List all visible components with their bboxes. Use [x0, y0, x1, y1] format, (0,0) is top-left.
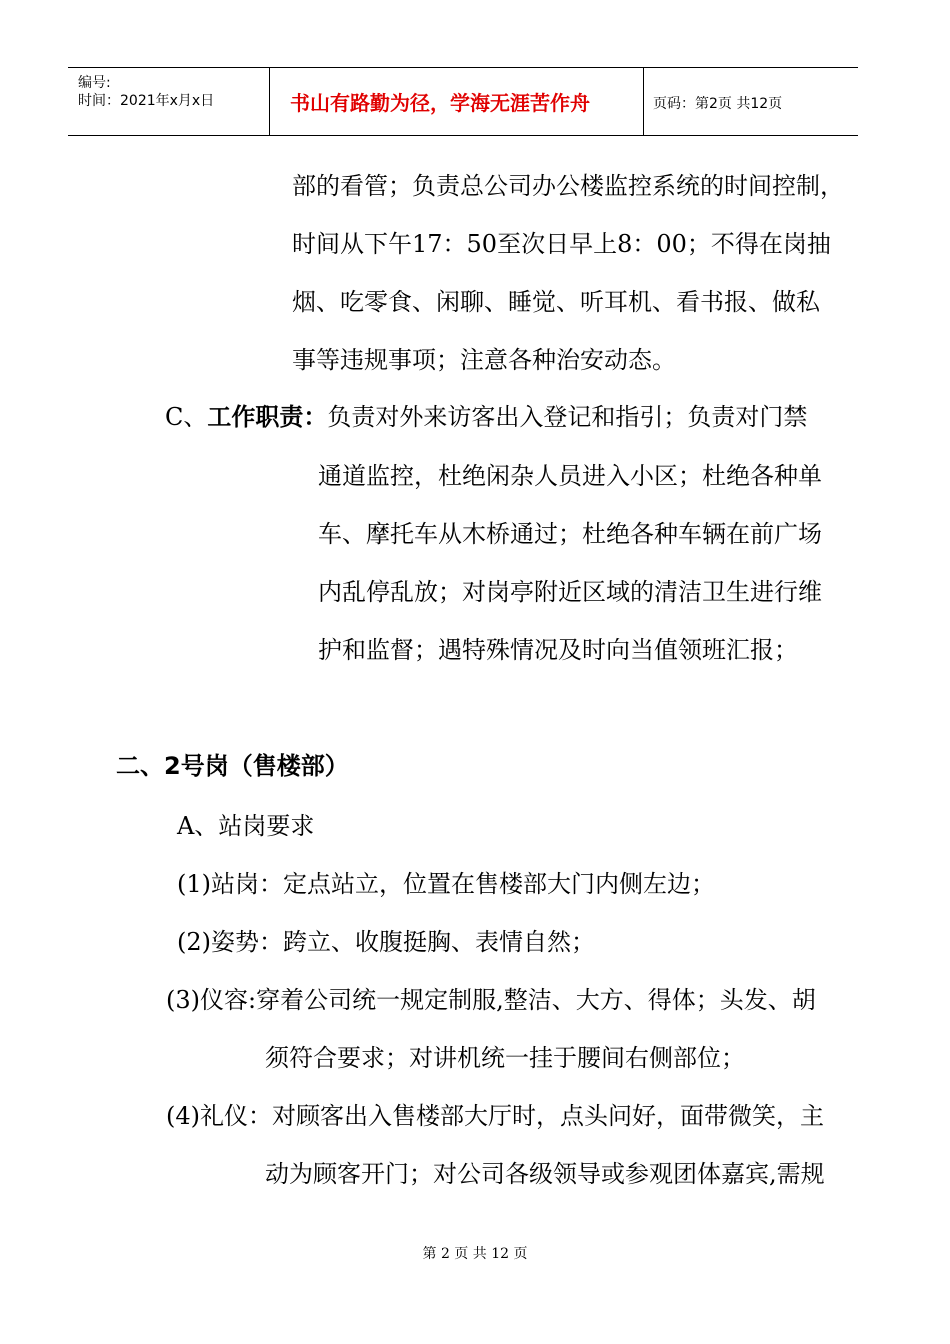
header-motto: 书山有路勤为径，学海无涯苦作舟 — [290, 91, 590, 115]
page-footer: 第 2 页 共 12 页 — [422, 1246, 528, 1262]
section-c-first-line — [165, 401, 807, 433]
section-c-prefix: C、 — [165, 403, 208, 431]
list-item-continuation: 须符合要求；对讲机统一挂于腰间右侧部位； — [265, 1044, 745, 1072]
section-c-line: 护和监督；遇特殊情况及时向当值领班汇报； — [318, 636, 798, 664]
paragraph-line: 部的看管；负责总公司办公楼监控系统的时间控制， — [292, 172, 844, 200]
header-time-label: 时间：2021年x月x日 — [78, 93, 215, 109]
paragraph-line: 事等违规事项；注意各种治安动态。 — [292, 346, 676, 374]
list-item: (3)仪容:穿着公司统一规定制服,整洁、大方、得体；头发、胡 — [166, 986, 816, 1014]
list-item-continuation: 动为顾客开门；对公司各级领导或参观团体嘉宾,需规 — [265, 1160, 825, 1188]
section-c-title: 工作职责： — [207, 403, 328, 431]
list-item: (1)站岗：定点站立，位置在售楼部大门内侧左边； — [177, 870, 715, 898]
header-bottom-rule — [68, 135, 858, 136]
subsection-a-title: A、站岗要求 — [177, 812, 315, 840]
section-heading: 二、2号岗（售楼部） — [116, 752, 349, 780]
list-item: (2)姿势：跨立、收腹挺胸、表情自然； — [177, 928, 595, 956]
list-item: (4)礼仪：对顾客出入售楼部大厅时，点头问好，面带微笑，主 — [166, 1102, 824, 1130]
header-page-info: 页码：第2页 共12页 — [653, 96, 783, 112]
paragraph-line: 时间从下午17：50至次日早上8：00；不得在岗抽 — [292, 230, 831, 258]
header-top-rule — [68, 67, 858, 68]
header-divider-right — [643, 67, 644, 135]
section-c-text: 负责对外来访客出入登记和指引；负责对门禁 — [327, 403, 808, 431]
header-divider-left — [269, 67, 270, 135]
section-c-line: 通道监控，杜绝闲杂人员进入小区；杜绝各种单 — [318, 462, 822, 490]
paragraph-line: 烟、吃零食、闲聊、睡觉、听耳机、看书报、做私 — [292, 288, 820, 316]
header-number-label: 编号: — [78, 75, 111, 91]
section-c-line: 内乱停乱放；对岗亭附近区域的清洁卫生进行维 — [318, 578, 822, 606]
section-c-line: 车、摩托车从木桥通过；杜绝各种车辆在前广场 — [318, 520, 822, 548]
